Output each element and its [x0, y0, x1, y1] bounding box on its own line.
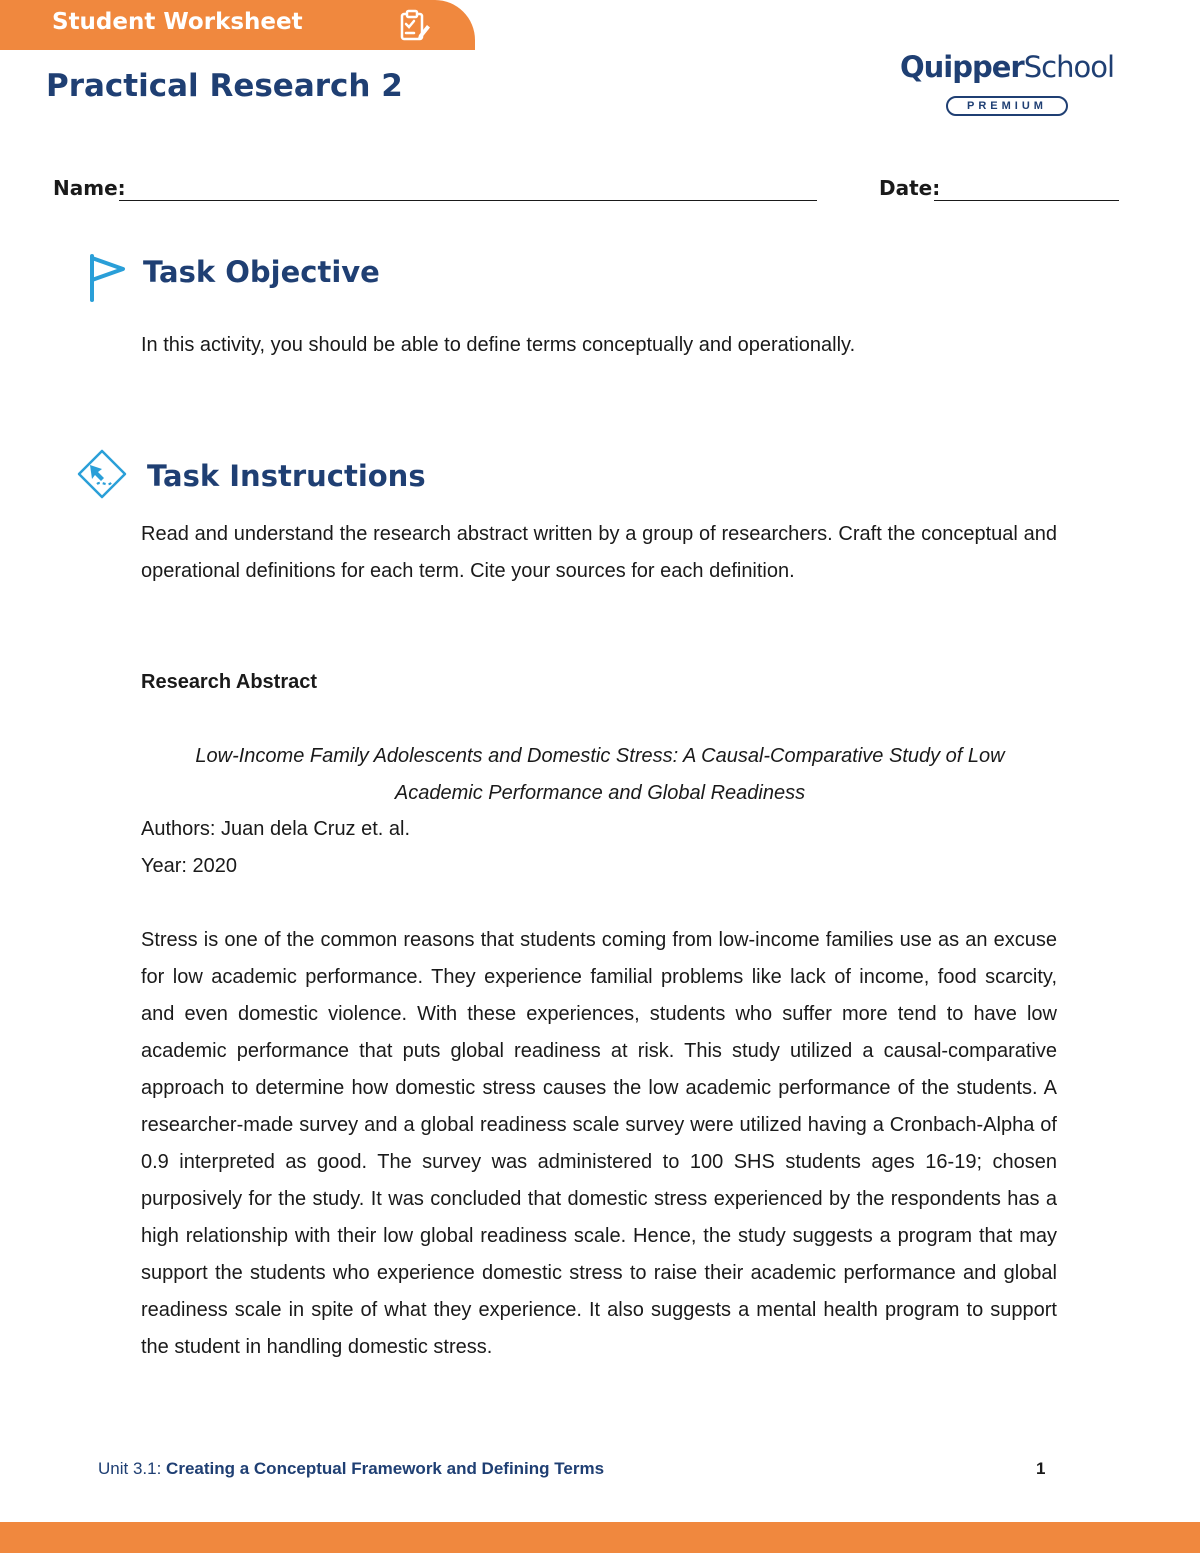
abstract-body: Stress is one of the common reasons that students coming from low-income families use as an excuse for low academic performance. They experience familial problems like lack of income, food scarcity, and even domestic violence. With these experiences, students who suffer more tend to have low academic performance that puts global readiness at risk. This study utilized a causal-comparative approach to determine how domestic stress causes the low academic performance of the students. A researcher-made survey and a global readiness scale survey were utilized having a Cronbach-Alpha of 0.9 interpreted as good. The survey was administered to 100 SHS students ages 16-19; chosen purposively for the study. It was concluded that domestic stress experienced by the respondents has a high relationship with their low global readiness scale. Hence, the study suggests a program that may support the students who experience domestic stress to raise their academic performance and global readiness scale in spite of what they experience. It also suggests a mental health program to support the student in handling domestic stress. — [141, 929, 1057, 1358]
footer-unit — [98, 1459, 604, 1479]
date-field[interactable] — [934, 200, 1119, 201]
name-label: Name: — [53, 176, 126, 200]
abstract-title: Low-Income Family Adolescents and Domestic Stress: A Causal-Comparative Study of Low Academic Performance and Global Readiness — [195, 745, 1005, 804]
flag-icon — [86, 252, 128, 304]
research-abstract-heading: Research Abstract — [141, 671, 318, 693]
footer-unit-title: Creating a Conceptual Framework and Defining Terms — [166, 1459, 605, 1478]
bottom-accent-bar — [0, 1522, 1200, 1553]
date-label: Date: — [879, 176, 941, 200]
clipboard-check-icon — [397, 8, 431, 42]
page-number: 1 — [1036, 1459, 1046, 1478]
task-instructions-text: Read and understand the research abstract written by a group of researchers. Craft the conceptual and operational definitions for each term. Cite your sources for each definition. — [141, 523, 1057, 582]
quipper-school-logo — [898, 50, 1120, 122]
logo-wordmark: QuipperSchool — [900, 50, 1115, 84]
subject-title: Practical Research 2 — [46, 68, 403, 104]
cursor-path-icon — [76, 448, 128, 500]
worksheet-tab — [0, 0, 475, 50]
worksheet-tab-label: Student Worksheet — [52, 9, 303, 35]
abstract-authors: Authors: Juan dela Cruz et. al. — [141, 818, 411, 840]
abstract-year: Year: 2020 — [141, 855, 238, 877]
footer-unit-prefix: Unit 3.1: — [98, 1459, 162, 1478]
logo-premium-badge: PREMIUM — [946, 96, 1068, 116]
task-objective-text: In this activity, you should be able to define terms conceptually and operationally. — [141, 334, 856, 356]
task-objective-title: Task Objective — [143, 255, 380, 289]
name-field[interactable] — [119, 200, 817, 201]
task-instructions-title: Task Instructions — [147, 459, 426, 493]
